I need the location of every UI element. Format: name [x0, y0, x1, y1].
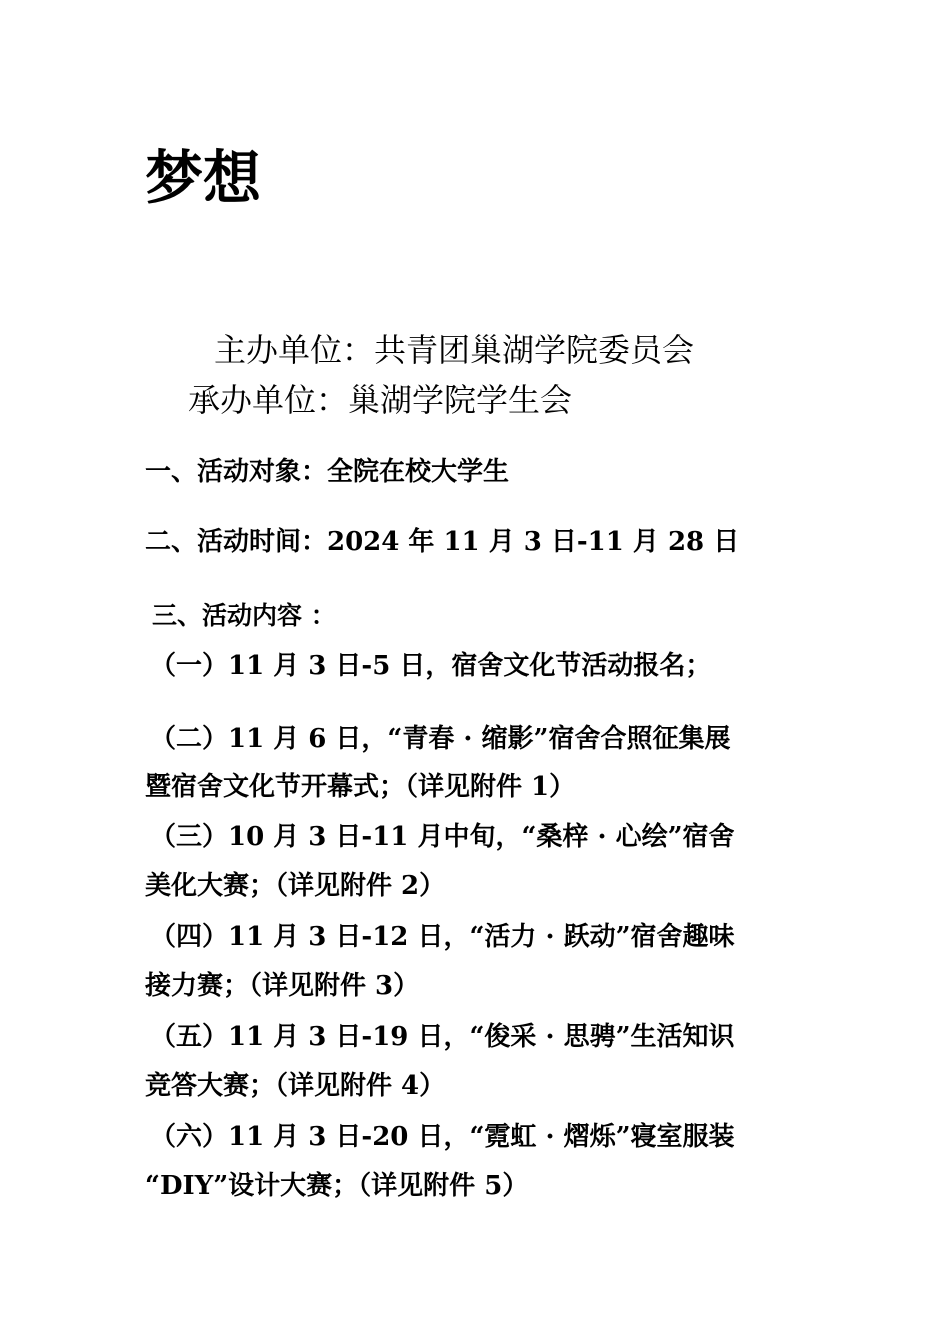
content-item-6-line-1: （六）11 月 3 日-20 日，“霓虹 · 熠烁”寝室服装 — [150, 1122, 735, 1152]
document-title: 梦想 — [145, 144, 262, 212]
content-item-5-line-1: （五）11 月 3 日-19 日，“俊采 · 思骋”生活知识 — [150, 1022, 735, 1052]
section-time: 二、活动时间：2024 年 11 月 3 日-11 月 28 日 — [145, 527, 740, 557]
content-item-3-line-1: （三）10 月 3 日-11 月中旬，“桑梓 · 心绘”宿舍 — [150, 822, 735, 852]
content-item-4-line-2: 接力赛；（详见附件 3） — [145, 971, 420, 1001]
undertaking-organizer: 承办单位：巢湖学院学生会 — [188, 381, 573, 419]
content-item-2-line-2: 暨宿舍文化节开幕式；（详见附件 1） — [145, 772, 576, 802]
content-item-6-line-2: “DIY”设计大赛；（详见附件 5） — [145, 1171, 529, 1201]
content-item-5-line-2: 竞答大赛；（详见附件 4） — [145, 1071, 446, 1101]
content-item-4-line-1: （四）11 月 3 日-12 日，“活力 · 跃动”宿舍趣味 — [150, 922, 735, 952]
host-organizer: 主办单位：共青团巢湖学院委员会 — [214, 331, 695, 369]
content-item-2-line-1: （二）11 月 6 日，“青春 · 缩影”宿舍合照征集展 — [150, 724, 731, 754]
section-content-heading: 三、活动内容 ： — [152, 601, 336, 630]
content-item-1: （一）11 月 3 日-5 日，宿舍文化节活动报名； — [150, 651, 712, 681]
content-item-3-line-2: 美化大赛；（详见附件 2） — [145, 871, 446, 901]
section-target: 一、活动对象：全院在校大学生 — [145, 457, 510, 487]
